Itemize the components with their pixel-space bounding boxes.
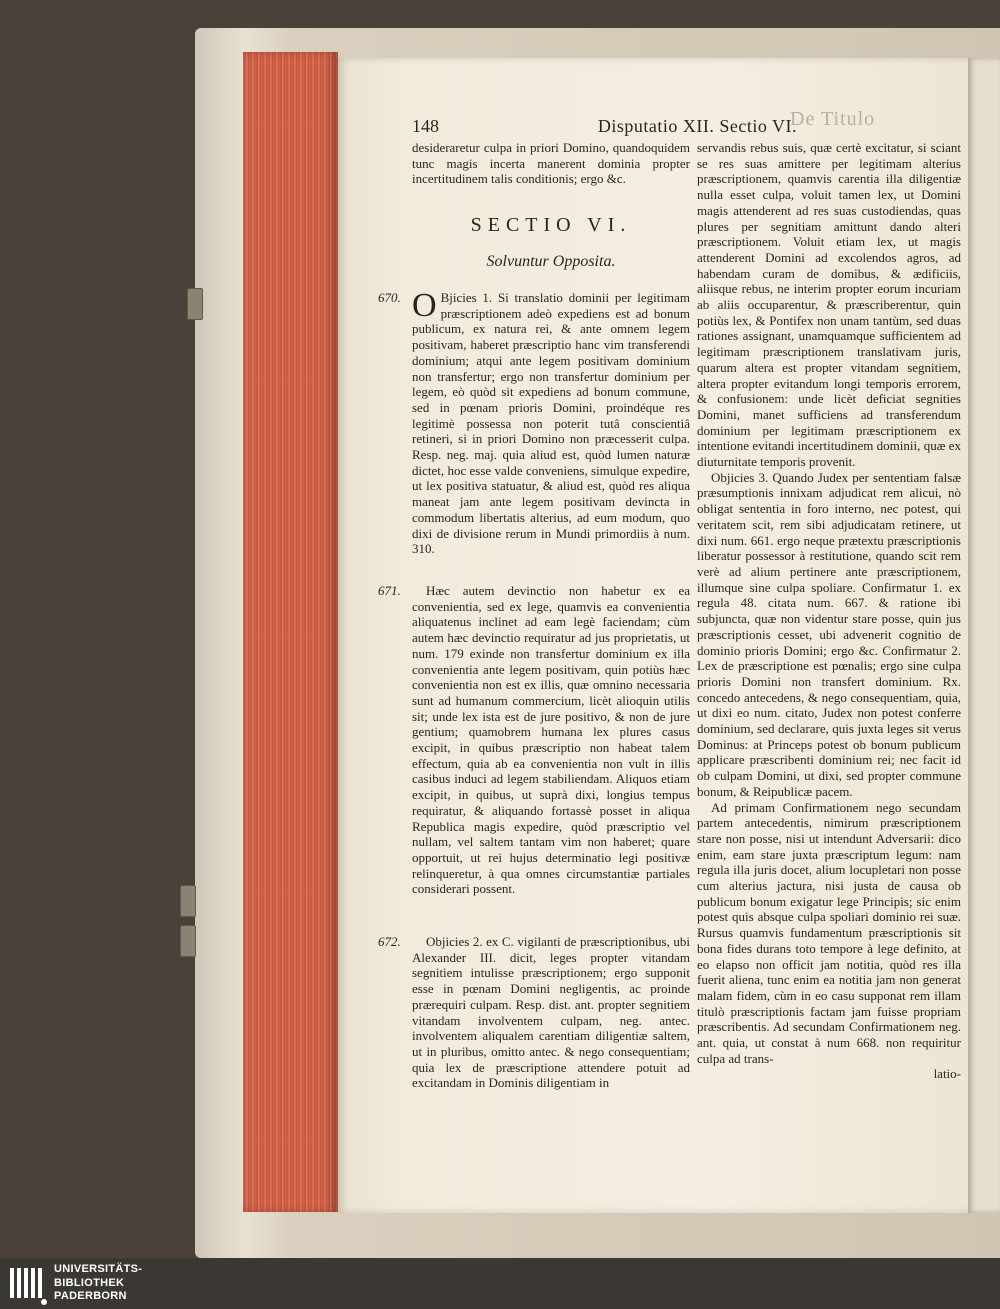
paragraph-text: Objicies 3. Quando Judex per sententiam falsæ præsumptionis innixam adjudicat rem alicui, nò obligat sententia in foro interno, nec potest, qui veritatem scit, rem sibi adjudicatam retinere, ut dixi num. 661. ergo neque prætextu præscriptionis liberatur possessor à restitutione, quando scit rem verè ad alium pertinere ante præscriptionem, illumque sine culpa spoliare. Confirmatur 1. ex regula 48. citata num. 667. & ratione ibi subjuncta, quæ non videntur stare posse, quin jus præscriptionis cesset, ubi advenerit cognitio de dominio prioris Domini; ergo &c. Confirmatur 2. Lex de præscriptione est pœnalis; ergo sine culpa prioris Domini non transfert dominium. Rx. concedo antecedens, & nego consequentiam, quia, ut dixi eo num. citato, Judex non potest conferre dominium, sed declarare, quis juxta leges sit verus Dominus: at Princeps potest ob bonum publicum applicare præscribenti dominium rei; nec facit id ob culpam Domini, ut dixi, sed propter commune bonum, & Reipublicæ pacem. (697, 469, 961, 799)
running-head (412, 116, 797, 138)
paragraph-number: 671. (378, 583, 401, 598)
catchword: latio- (933, 1066, 961, 1082)
show-through-text: De Titulo (790, 108, 876, 130)
page-number: 148 (412, 116, 439, 136)
facing-page-edge (968, 58, 1000, 1213)
clasp-top (187, 288, 203, 320)
right-column (697, 140, 961, 1082)
clasp-bottom-2 (180, 925, 196, 957)
section-heading: SECTIO VI. (470, 214, 632, 236)
library-name-line: PADERBORN (54, 1290, 127, 1302)
paragraph-671 (412, 583, 690, 897)
drop-cap: O (412, 287, 437, 324)
paragraph-text: Hæc autem devinctio non habetur ex ea convenientia, sed ex lege, quamvis ea convenientia aliquatenus inclinet ad eam legè faciendam; cùm autem hæc devinctio requiratur ad jus proprietatis, ut num. 179 exinde non transfertur dominium ex illa convenientia ante legem positivam, quin potiùs hæc convenientia non est ex illis, quæ omnino necessaria sunt ad humanum commercium, licèt alioquin utilis sit; unde lex ista est de jure positivo, & non de jure gentium; quamobrem humana lex plures casus excipit, in quibus præscriptio non habeat talem effectum, quia ab ea convenientia non vult in illis casibus induci ad legem stabiliendam. Aliquos etiam excipit, in quibus, ut suprà dixi, longius tempus requiratur, & aliquando fortassè posset in aliqua Republica magis expedire, quòd præscriptio vel nullam, vel saltem tantam vim non haberet; quare opportuit, ut rei hujus determinatio legi positivæ relinqueretur, à qua omnes circumstantiæ partiales considerari possent. (412, 583, 690, 897)
library-logo-icon (6, 1262, 48, 1306)
running-title: Disputatio XII. Sectio VI. (597, 116, 797, 136)
paragraph-number: 672. (378, 934, 401, 949)
left-top-text (412, 140, 690, 187)
paragraph-number: 670. (378, 290, 401, 305)
library-name-line: UNIVERSITÄTS- (54, 1263, 143, 1275)
paragraph-670 (412, 287, 690, 557)
paragraph-672 (412, 934, 690, 1091)
library-footer (0, 1258, 1000, 1309)
continued-paragraph: desideraretur culpa in priori Domino, quandoquidem tunc magis incerta manerent dominia propter incertitudinem talis conditionis; ergo &c. (412, 140, 690, 187)
section-subtitle: Solvuntur Opposita. (486, 253, 616, 270)
clasp-bottom (180, 885, 196, 917)
paragraph-text: Bjicies 1. Si translatio dominii per legitimam præscriptionem adeò expediens est ad bonum publicum, ex natura rei, & ante omnem legem positivam, haberet præscriptio hanc vim transferendi dominium; atqui ante legem positivam dominium non transfertur; ergo non transfertur dominium per legem, eò quòd sit expediens ad bonum commune, sed in pœnam prioris Domini, proindéque res legitimè possessa non poterit tutâ conscientiâ retineri, si in priori Domino non præcesserit culpa. Resp. neg. maj. quia aliud est, quòd lumen naturæ dictet, hoc esse valde conveniens, simulque expedire, ut lex positiva statuatur, & aliud est, quòd res aliqua maneat jam ante legem positivam devincta in commodum libertatis alterius, ad eum modum, quo dixi de divisione rerum in Mundi primordiis à num. 310. (412, 290, 690, 557)
library-name-line: BIBLIOTHEK (54, 1276, 125, 1289)
paragraph-text: Objicies 2. ex C. vigilanti de præscriptionibus, ubi Alexander III. dicit, leges propter vitandam segnitiem intulisse præscriptionem; ergo supponit esse in pœnam Domini negligentis, ac proinde prærequiri culpam. Resp. dist. ant. propter segnitiem vitandam involventem culpam, neg. antec. involventem aliqualem carentiam diligentiæ saltem, ut in pluribus, omitto antec. & nego consequentiam; quia lex de præscriptione attendere potuit ad excitandam in Dominis diligentiam in (412, 934, 690, 1091)
paragraph-text: servandis rebus suis, quæ certè excitatur, si sciant se res suas amittere per legitimam alterius præscriptionem, quamvis carentia illa diligentiæ nulla esset culpa, voluit tamen lex, ut Domini magis attenderent ad res suas custodiendas, quas plures per segnitiam amittunt dando alteri præscriptionem. Voluit etiam lex, ut magis attenderent Domini ad excolendos agros, ad habendam curam de domibus, & ædificiis, aliisque rebus, ne interim propter eorum incuriam ab aliis occuparentur, & præscriberentur, quin potiùs lex, & Pontifex non unam tantùm, sed duas rationes assignant, unamquamque sufficientem ad legitimam præscriptionem translativam juris, quarum altera est propter vitandam segnitiem, altera propter evitandum longi temporis errorem, & confusionem: unde licèt deficiat segnities Domini, manet sufficiens ad transferendum dominium per legitimam præscriptionem ex intentione evitandi incertitudinem dominii, quæ ex diuturnitate temporis provenit. (697, 140, 961, 470)
red-page-edges (243, 52, 338, 1212)
library-name (54, 1263, 142, 1304)
paragraph-text: Ad primam Confirmationem nego secundam partem antecedentis, nimirum præscriptionem stare non posse, nisi ut intendunt Adversarii: dico enim, eam stare juxta præscriptum legum: nam regula illa juris docet, alium locupletari non posse cum alterius jactura, nisi justa de causa ob publicum bonum exigatur lege Principis; sic enim potest quis absque culpa spoliari dominio rei suæ. Rursus quamvis fundamentum præscriptionis sit bona fides durans toto tempore à lege definito, at eo elapso non officit jam notitia, quòd res illa fuerit aliena, tunc enim ea notitia jam non generat malam fidem, cùm in eo casu supponat rem illam titulò præscriptionis factam jam fuisse propriam præscribentis. Ad secundam Confirmationem neg. ant. quia, ut constat à num 668. non requiritur culpa ad trans- (697, 799, 961, 1066)
